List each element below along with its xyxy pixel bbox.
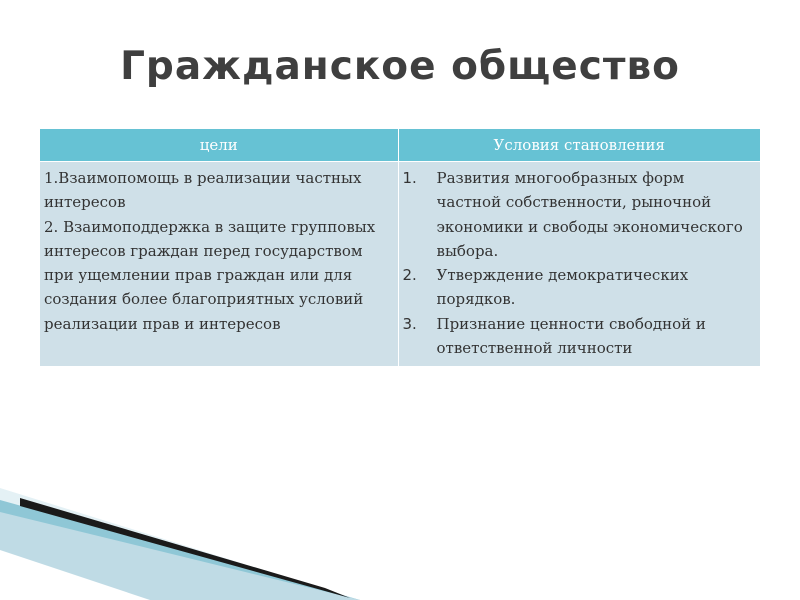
conditions-cell xyxy=(398,162,760,367)
table-row xyxy=(40,162,760,367)
decorative-swoosh xyxy=(0,470,800,600)
table-header-row xyxy=(40,129,760,162)
header-goals: цели xyxy=(40,129,398,162)
condition-text: Признание ценности свободной и ответственной личности xyxy=(436,314,706,358)
condition-text: Утверждение демократических порядков. xyxy=(436,266,689,309)
condition-item xyxy=(403,263,761,312)
condition-number: 1. xyxy=(402,169,417,187)
condition-text: Развития многообразных форм частной собственности, рыночной экономики и свободы экономического выбора. xyxy=(436,169,743,260)
goal-item: 2. Взаимоподдержка в защите групповых интересов граждан перед государством при ущемлении прав граждан или для создания более благоприятных условий реализации прав и интересов xyxy=(44,217,376,333)
condition-item xyxy=(403,312,761,361)
header-conditions: Условия становления xyxy=(398,129,760,162)
condition-number: 2. xyxy=(402,266,417,285)
condition-number: 3. xyxy=(402,314,417,333)
slide-title: Гражданское общество xyxy=(120,44,680,89)
goals-cell xyxy=(40,162,398,367)
condition-item xyxy=(403,166,761,263)
goal-item: 1.Взаимопомощь в реализации частных интересов xyxy=(44,169,362,212)
conditions-list xyxy=(403,166,761,360)
goals-conditions-table xyxy=(40,129,760,366)
